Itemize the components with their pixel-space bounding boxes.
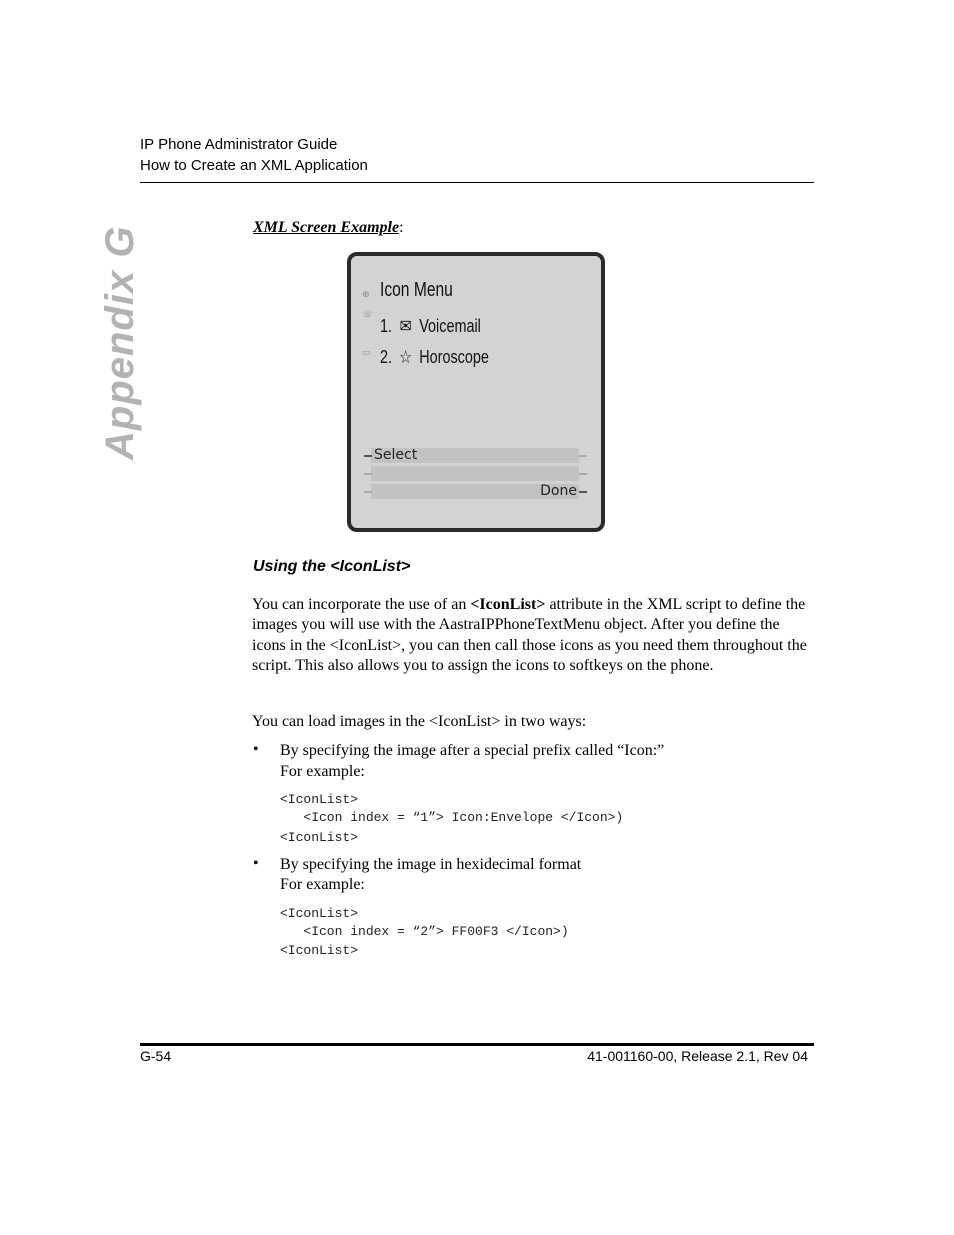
code-line: <Icon index = “1”> Icon:Envelope </Icon>) [280, 810, 624, 825]
menu-item-number: 2. [380, 347, 393, 367]
bullet-example-label: For example: [280, 876, 365, 893]
intro-text: You can incorporate the use of an [252, 596, 471, 613]
code-line: <IconList> [280, 943, 359, 958]
screen-status-icon: ⊕ [362, 290, 370, 300]
intro-text-cont: attribute in the XML script to define the images you will use with the AastraIPPhoneTextMenu object. After you define the icons in the <IconList>, you can then call those icons as you need them throughout the script. This also allows you to assign the icons to softkeys on the phone. [252, 596, 807, 675]
ways-paragraph: You can load images in the <IconList> in two ways: [252, 713, 587, 730]
bullet-text: By specifying the image in hexidecimal format [280, 856, 582, 873]
softkey-left-marker [364, 491, 372, 493]
phone-screen [347, 252, 605, 532]
menu-item-label: Horoscope [419, 347, 489, 367]
softkey-bar-2[interactable] [371, 466, 579, 481]
xml-screen-example-label [253, 219, 404, 237]
header-rule [140, 182, 814, 183]
softkey-select-button[interactable]: Select [374, 447, 418, 463]
section-heading: Using the <IconList> [253, 558, 411, 575]
page-number: G-54 [140, 1048, 172, 1064]
softkey-right-marker [579, 491, 587, 493]
header-section-title: How to Create an XML Application [140, 157, 368, 174]
keypad-status-icon: ▭ [362, 348, 371, 358]
code-line: <IconList> [280, 792, 359, 807]
code-line: <Icon index = “2”> FF00F3 </Icon>) [280, 924, 569, 939]
bullet-text: By specifying the image after a special prefix called “Icon:” [280, 742, 665, 759]
menu-item-label: Voicemail [419, 316, 481, 336]
appendix-side-tab: Appendix G [98, 225, 142, 460]
softkey-right-marker [579, 473, 587, 475]
bullet-example-label: For example: [280, 763, 365, 780]
softkey-right-marker [579, 455, 587, 457]
softkey-left-marker [364, 455, 372, 457]
xml-screen-example-link: XML Screen Example [253, 219, 400, 236]
envelope-icon: ✉ [399, 316, 412, 336]
iconlist-bold: <IconList> [470, 596, 546, 613]
label-colon: : [399, 219, 404, 236]
document-release: 41-001160-00, Release 2.1, Rev 04 [587, 1048, 808, 1064]
menu-item-number: 1. [380, 316, 393, 336]
code-line: <IconList> [280, 830, 359, 845]
softkey-done-button[interactable]: Done [540, 483, 577, 499]
phone-screen-title: Icon Menu [380, 279, 453, 301]
code-line: <IconList> [280, 906, 359, 921]
menu-item-horoscope[interactable] [380, 347, 489, 368]
footer-rule [140, 1043, 814, 1046]
star-icon: ☆ [399, 347, 413, 367]
intro-paragraph [252, 595, 817, 677]
header-guide-title: IP Phone Administrator Guide [140, 136, 338, 153]
bullet-marker: • [253, 855, 259, 872]
bullet-marker: • [253, 741, 259, 758]
line-status-icon: ☏ [362, 310, 374, 320]
softkey-left-marker [364, 473, 372, 475]
menu-item-voicemail[interactable] [380, 316, 481, 337]
